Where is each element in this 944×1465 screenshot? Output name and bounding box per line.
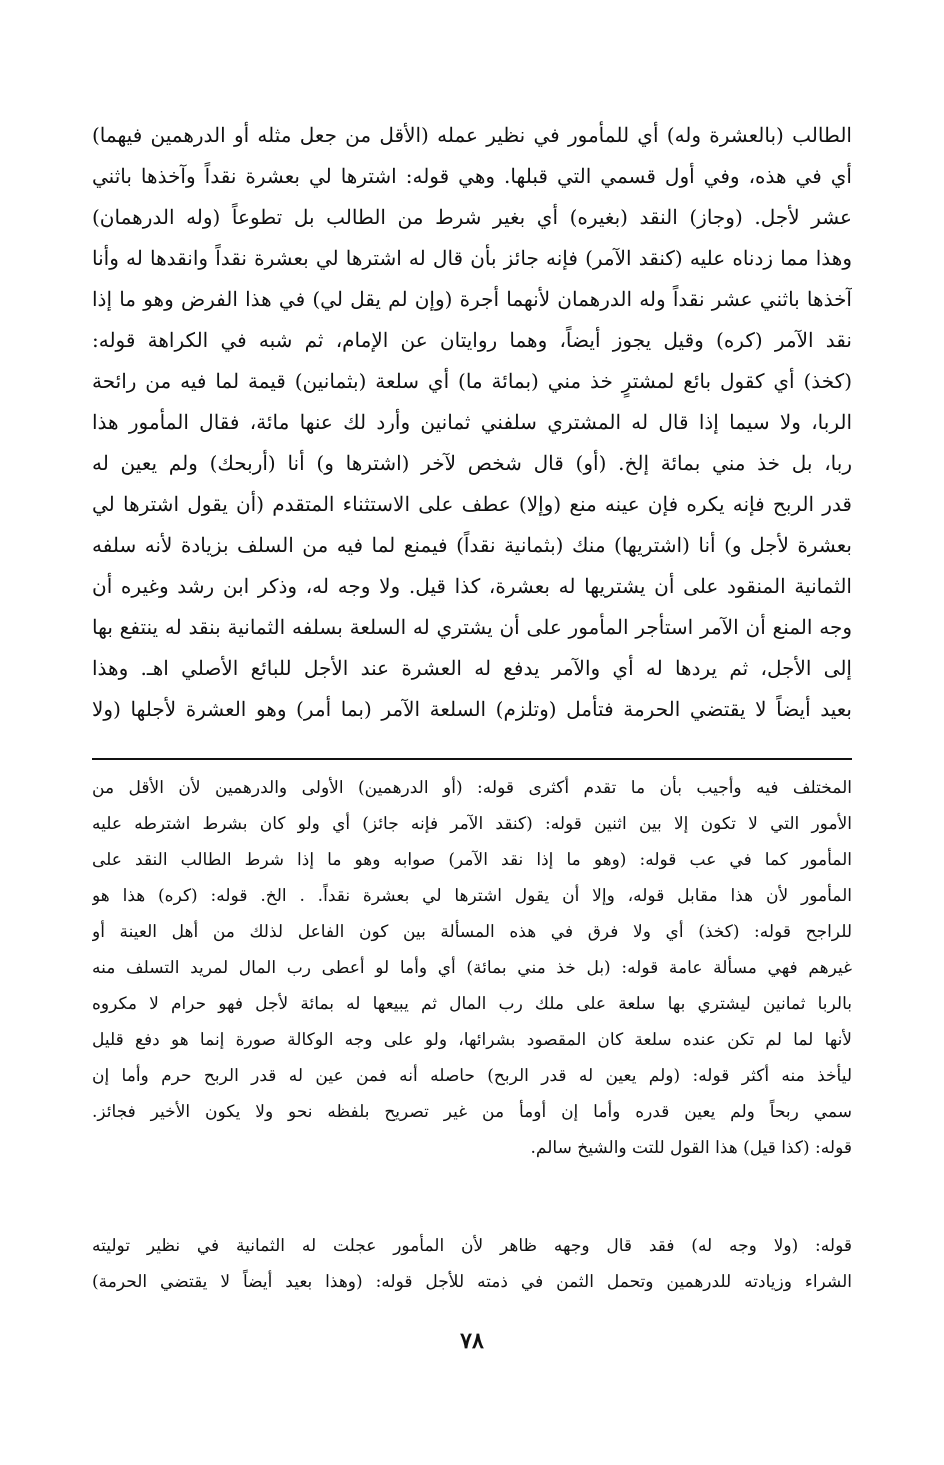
footnote-line: قوله: (ولا وجه له) فقد قال وجهه ظاهر لأن المأمور عجلت له الثمانية في نظير توليته (92, 1236, 852, 1256)
footnote-line: المأمور كما في عب قوله: (وهو ما إذا نقد الآمر) صوابه وهو ما إذا شرط الطالب النقد على (92, 850, 852, 870)
footnote-line: غيرهم فهي مسألة عامة قوله: (بل خذ مني بمائة) أي وأما لو أعطى رب المال لمريد التسلف منه (92, 958, 852, 978)
main-text-line: الثمانية المنقود على أن يشتريها له بعشرة، كذا قيل. ولا وجه له، وذكر ابن رشد وغيره أن (92, 574, 852, 598)
main-text-line: ربا، بل خذ مني بمائة إلخ. (أو) قال شخص لآخر (اشترها و) أنا (أربحك) ولم يعين له (92, 451, 852, 475)
footnote-line: ليأخذ منه أكثر قوله: (ولم يعين له قدر الربح) حاصله أنه فمن عين له قدر الربح حرم وأما إن (92, 1066, 852, 1086)
footnote-block-2 (92, 1228, 852, 1300)
footnote-block-1 (92, 770, 852, 1166)
footnote-line: المأمور لأن هذا مقابل قوله، وإلا أن يقول اشترها لي بعشرة نقداً. . الخ. قوله: (كره) هذا هو (92, 886, 852, 906)
main-text-line: قدر الربح فإنه يكره فإن عينه منع (وإلا) عطف على الاستثناء المتقدم (أن يقول اشترها لي (92, 492, 852, 516)
main-text-line: بعشرة لأجل و) أنا (اشتريها) منك (بثمانية نقداً) فيمنع لما فيه من السلف بزيادة لأنه سلفه (92, 533, 852, 557)
main-text-line: أي في هذه، وفي أول قسمي التي قبلها. وهي قوله: اشترها لي بعشرة نقداً وآخذها باثني (92, 164, 852, 188)
page-number: ٧٨ (460, 1328, 484, 1354)
main-text-line: الطالب (بالعشرة وله) أي للمأمور في نظير عمله (الأقل من جعل مثله أو الدرهمين فيهما) (92, 123, 852, 147)
footnote-line: الأمور التي لا تكون إلا بين اثنين قوله: (كنقد الآمر فإنه جائز) أي ولو كان بشرط اشترطه عليه (92, 814, 852, 834)
footnote-line: الشراء وزيادته للدرهمين وتحمل الثمن في ذمته للأجل قوله: (وهذا بعيد أيضاً لا يقتضي الحرمة) (92, 1272, 852, 1292)
footnote-line: للراجح قوله: (كخذ) أي ولا فرق في هذه المسألة بين كون الفاعل لذلك من أهل العينة أو (92, 922, 852, 942)
footnote-divider (92, 758, 852, 760)
main-text-line: الربا، ولا سيما إذا قال له المشتري سلفني ثمانين وأرد لك عنها مائة، فقال المأمور هذا (92, 410, 852, 434)
main-text-line: نقد الآمر (كره) وقيل يجوز أيضاً، وهما روايتان عن الإمام، ثم شبه في الكراهة قوله: (92, 328, 852, 352)
footnote-line: سمي ربحاً ولم يعين قدره وأما إن أومأ من غير تصريح بلفظه نحو ولا يكون الأخير فجائز. (92, 1102, 852, 1122)
main-text-block (92, 115, 852, 730)
footnote-line: المختلف فيه وأجيب بأن ما تقدم أكثرى قوله: (أو الدرهمين) الأولى والدرهمين لأن الأقل من (92, 778, 852, 798)
main-text-line: وجه المنع أن الآمر استأجر المأمور على أن يشتري له السلعة بسلفه الثمانية بنقد له ينتفع بها (92, 615, 852, 639)
main-text-line: آخذها باثني عشر نقداً وله الدرهمان لأنهما أجرة (وإن لم يقل لي) في هذا الفرض وهو ما إذا (92, 287, 852, 311)
main-text-line: وهذا مما زدناه عليه (كنقد الآمر) فإنه جائز بأن قال له اشترها لي بعشرة نقداً وانقدها له وأنا (92, 246, 852, 270)
main-text-line: (كخذ) أي كقول بائع لمشترٍ خذ مني (بمائة ما) أي سلعة (بثمانين) قيمة لما فيه من رائحة (92, 369, 852, 393)
main-text-line: بعيد أيضاً لا يقتضي الحرمة فتأمل (وتلزم) السلعة الآمر (بما أمر) وهو العشرة لأجلها (ولا (92, 697, 852, 721)
footnote-line: لأنها لما لم تكن عنده سلعة كان المقصود بشرائها، ولو على وجه الوكالة صورة إنما هو دفع قليل (92, 1030, 852, 1050)
main-text-line: إلى الأجل، ثم يردها له أي والآمر يدفع له العشرة عند الأجل للبائع الأصلي اهـ. وهذا (92, 656, 852, 680)
main-text-line: عشر لأجل. (وجاز) النقد (بغيره) أي بغير شرط من الطالب بل تطوعاً (وله الدرهمان) (92, 205, 852, 229)
footnote-line: بالربا ثمانين ليشتري بها سلعة على ملك رب المال ثم يبيعها له بمائة لأجل فهو حرام لا مكروه (92, 994, 852, 1014)
footnote-line: قوله: (كذا قيل) هذا القول للتت والشيخ سالم. (530, 1138, 852, 1158)
